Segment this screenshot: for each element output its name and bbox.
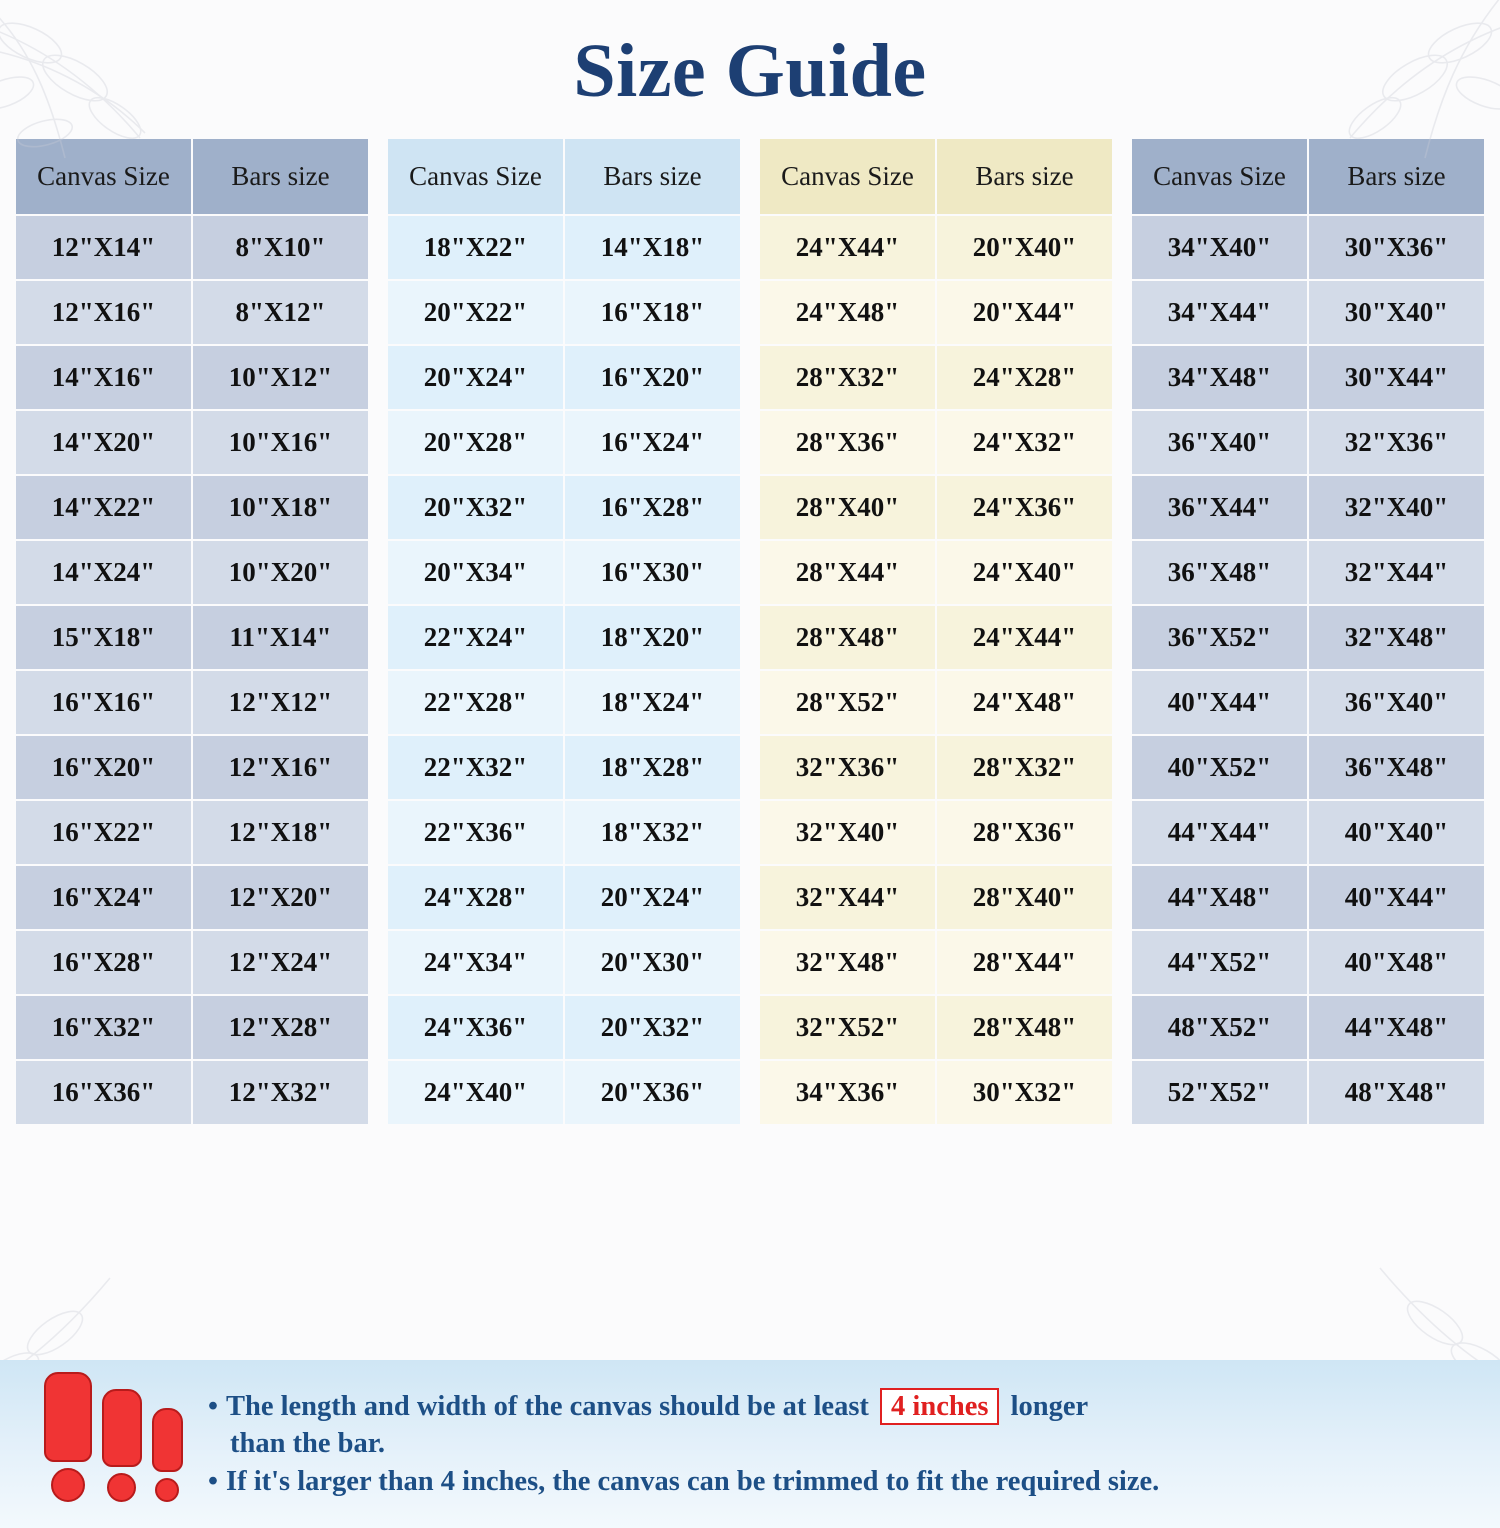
table-row [388, 736, 740, 799]
table-row [760, 1061, 1112, 1124]
cell-bars-size: 32"X48" [1309, 606, 1484, 669]
cell-canvas-size: 20"X28" [388, 411, 563, 474]
cell-canvas-size: 36"X44" [1132, 476, 1307, 539]
table-row [16, 476, 368, 539]
cell-bars-size: 8"X12" [193, 281, 368, 344]
note-1-text-part-3: than the bar. [230, 1428, 385, 1460]
table-row [16, 736, 368, 799]
cell-canvas-size: 28"X52" [760, 671, 935, 734]
cell-canvas-size: 16"X20" [16, 736, 191, 799]
table-row [1132, 346, 1484, 409]
cell-bars-size: 40"X40" [1309, 801, 1484, 864]
note-1-text-part-1: The length and width of the canvas should be at least [225, 1390, 869, 1422]
note-line-1 [208, 1388, 1476, 1463]
table-row [388, 931, 740, 994]
cell-bars-size: 28"X32" [937, 736, 1112, 799]
table-row [760, 346, 1112, 409]
table-row [1132, 996, 1484, 1059]
cell-canvas-size: 14"X16" [16, 346, 191, 409]
cell-bars-size: 24"X48" [937, 671, 1112, 734]
cell-canvas-size: 34"X40" [1132, 216, 1307, 279]
cell-canvas-size: 24"X44" [760, 216, 935, 279]
cell-bars-size: 12"X18" [193, 801, 368, 864]
cell-canvas-size: 34"X36" [760, 1061, 935, 1124]
cell-bars-size: 30"X40" [1309, 281, 1484, 344]
table-row [760, 996, 1112, 1059]
table-row [16, 216, 368, 279]
cell-bars-size: 18"X32" [565, 801, 740, 864]
size-table-group-3 [758, 137, 1114, 1126]
cell-canvas-size: 48"X52" [1132, 996, 1307, 1059]
cell-canvas-size: 40"X52" [1132, 736, 1307, 799]
table-row [388, 541, 740, 604]
cell-bars-size: 18"X28" [565, 736, 740, 799]
cell-bars-size: 36"X48" [1309, 736, 1484, 799]
cell-bars-size: 28"X48" [937, 996, 1112, 1059]
cell-bars-size: 30"X36" [1309, 216, 1484, 279]
table-header-row [760, 139, 1112, 214]
cell-canvas-size: 24"X40" [388, 1061, 563, 1124]
table-row [1132, 281, 1484, 344]
note-1-text-part-2: longer [1010, 1390, 1089, 1422]
cell-canvas-size: 34"X44" [1132, 281, 1307, 344]
table-row [760, 736, 1112, 799]
cell-bars-size: 44"X48" [1309, 996, 1484, 1059]
cell-bars-size: 30"X32" [937, 1061, 1112, 1124]
cell-canvas-size: 24"X48" [760, 281, 935, 344]
table-row [388, 476, 740, 539]
table-row [388, 281, 740, 344]
table-row [16, 346, 368, 409]
cell-canvas-size: 32"X40" [760, 801, 935, 864]
cell-canvas-size: 36"X52" [1132, 606, 1307, 669]
cell-canvas-size: 24"X36" [388, 996, 563, 1059]
cell-bars-size: 12"X12" [193, 671, 368, 734]
table-row [1132, 736, 1484, 799]
cell-bars-size: 10"X16" [193, 411, 368, 474]
table-row [16, 1061, 368, 1124]
table-row [760, 801, 1112, 864]
exclamation-icon-medium [102, 1389, 142, 1502]
table-row [388, 606, 740, 669]
cell-canvas-size: 44"X44" [1132, 801, 1307, 864]
cell-canvas-size: 16"X32" [16, 996, 191, 1059]
table-header-row [1132, 139, 1484, 214]
table-row [16, 801, 368, 864]
table-row [16, 866, 368, 929]
cell-bars-size: 32"X44" [1309, 541, 1484, 604]
note-1-highlight: 4 inches [880, 1388, 999, 1425]
cell-canvas-size: 40"X44" [1132, 671, 1307, 734]
cell-bars-size: 24"X32" [937, 411, 1112, 474]
cell-bars-size: 20"X30" [565, 931, 740, 994]
cell-bars-size: 24"X40" [937, 541, 1112, 604]
cell-canvas-size: 22"X36" [388, 801, 563, 864]
cell-bars-size: 16"X24" [565, 411, 740, 474]
table-body-group-1 [16, 216, 368, 1124]
table-row [388, 346, 740, 409]
cell-bars-size: 28"X36" [937, 801, 1112, 864]
cell-bars-size: 32"X36" [1309, 411, 1484, 474]
cell-canvas-size: 22"X32" [388, 736, 563, 799]
cell-bars-size: 24"X36" [937, 476, 1112, 539]
table-row [1132, 801, 1484, 864]
column-header-canvas-size: Canvas Size [388, 139, 563, 214]
cell-bars-size: 16"X20" [565, 346, 740, 409]
table-row [388, 216, 740, 279]
table-body-group-4 [1132, 216, 1484, 1124]
table-row [16, 931, 368, 994]
cell-canvas-size: 24"X34" [388, 931, 563, 994]
cell-canvas-size: 34"X48" [1132, 346, 1307, 409]
column-header-canvas-size: Canvas Size [16, 139, 191, 214]
cell-bars-size: 20"X24" [565, 866, 740, 929]
cell-canvas-size: 14"X22" [16, 476, 191, 539]
cell-bars-size: 18"X24" [565, 671, 740, 734]
cell-bars-size: 10"X12" [193, 346, 368, 409]
cell-bars-size: 11"X14" [193, 606, 368, 669]
table-row [1132, 671, 1484, 734]
cell-canvas-size: 12"X16" [16, 281, 191, 344]
table-row [16, 671, 368, 734]
cell-canvas-size: 52"X52" [1132, 1061, 1307, 1124]
cell-canvas-size: 12"X14" [16, 216, 191, 279]
cell-canvas-size: 16"X22" [16, 801, 191, 864]
size-table-group-1 [14, 137, 370, 1126]
cell-bars-size: 12"X32" [193, 1061, 368, 1124]
column-header-canvas-size: Canvas Size [1132, 139, 1307, 214]
table-body-group-2 [388, 216, 740, 1124]
cell-canvas-size: 16"X36" [16, 1061, 191, 1124]
table-row [388, 411, 740, 474]
cell-canvas-size: 16"X28" [16, 931, 191, 994]
cell-canvas-size: 20"X34" [388, 541, 563, 604]
page-title: Size Guide [573, 29, 927, 113]
cell-bars-size: 30"X44" [1309, 346, 1484, 409]
exclamation-icon-small [152, 1408, 183, 1502]
cell-bars-size: 10"X18" [193, 476, 368, 539]
cell-bars-size: 16"X30" [565, 541, 740, 604]
cell-bars-size: 40"X44" [1309, 866, 1484, 929]
cell-canvas-size: 28"X36" [760, 411, 935, 474]
cell-canvas-size: 14"X20" [16, 411, 191, 474]
cell-canvas-size: 44"X52" [1132, 931, 1307, 994]
cell-canvas-size: 20"X24" [388, 346, 563, 409]
cell-bars-size: 18"X20" [565, 606, 740, 669]
table-row [1132, 606, 1484, 669]
table-row [388, 1061, 740, 1124]
note-2-text: If it's larger than 4 inches, the canvas can be trimmed to fit the required size. [225, 1465, 1160, 1497]
table-row [760, 866, 1112, 929]
cell-canvas-size: 44"X48" [1132, 866, 1307, 929]
cell-canvas-size: 28"X48" [760, 606, 935, 669]
cell-canvas-size: 32"X36" [760, 736, 935, 799]
cell-bars-size: 16"X28" [565, 476, 740, 539]
cell-canvas-size: 16"X16" [16, 671, 191, 734]
size-table-group-4 [1130, 137, 1486, 1126]
size-table-group-2 [386, 137, 742, 1126]
cell-bars-size: 36"X40" [1309, 671, 1484, 734]
table-row [760, 671, 1112, 734]
cell-bars-size: 28"X40" [937, 866, 1112, 929]
table-row [1132, 216, 1484, 279]
cell-bars-size: 14"X18" [565, 216, 740, 279]
table-row [1132, 931, 1484, 994]
table-row [1132, 411, 1484, 474]
cell-canvas-size: 36"X40" [1132, 411, 1307, 474]
exclamation-marks-icon [18, 1372, 208, 1516]
table-row [388, 996, 740, 1059]
cell-bars-size: 24"X28" [937, 346, 1112, 409]
cell-canvas-size: 28"X40" [760, 476, 935, 539]
size-tables-container [0, 137, 1500, 1126]
cell-canvas-size: 32"X48" [760, 931, 935, 994]
table-row [760, 281, 1112, 344]
column-header-bars-size: Bars size [565, 139, 740, 214]
cell-bars-size: 12"X24" [193, 931, 368, 994]
cell-canvas-size: 28"X32" [760, 346, 935, 409]
note-bullet: • [208, 1390, 218, 1422]
cell-bars-size: 8"X10" [193, 216, 368, 279]
table-row [388, 866, 740, 929]
cell-bars-size: 12"X28" [193, 996, 368, 1059]
cell-bars-size: 20"X32" [565, 996, 740, 1059]
table-row [760, 476, 1112, 539]
cell-canvas-size: 20"X22" [388, 281, 563, 344]
cell-bars-size: 28"X44" [937, 931, 1112, 994]
table-body-group-3 [760, 216, 1112, 1124]
note-line-2 [208, 1463, 1476, 1501]
table-row [760, 216, 1112, 279]
notes-text [208, 1388, 1476, 1501]
table-row [760, 541, 1112, 604]
cell-bars-size: 10"X20" [193, 541, 368, 604]
table-row [760, 606, 1112, 669]
table-row [16, 606, 368, 669]
cell-canvas-size: 16"X24" [16, 866, 191, 929]
note-bullet: • [208, 1465, 218, 1497]
cell-canvas-size: 32"X44" [760, 866, 935, 929]
table-header-row [16, 139, 368, 214]
cell-canvas-size: 22"X28" [388, 671, 563, 734]
table-row [16, 541, 368, 604]
table-row [760, 931, 1112, 994]
cell-bars-size: 12"X16" [193, 736, 368, 799]
table-row [1132, 1061, 1484, 1124]
table-row [16, 996, 368, 1059]
cell-bars-size: 48"X48" [1309, 1061, 1484, 1124]
column-header-bars-size: Bars size [937, 139, 1112, 214]
cell-bars-size: 20"X40" [937, 216, 1112, 279]
cell-canvas-size: 20"X32" [388, 476, 563, 539]
cell-canvas-size: 15"X18" [16, 606, 191, 669]
table-header-row [388, 139, 740, 214]
cell-bars-size: 24"X44" [937, 606, 1112, 669]
table-row [388, 801, 740, 864]
exclamation-icon-large [44, 1372, 92, 1502]
column-header-canvas-size: Canvas Size [760, 139, 935, 214]
table-row [16, 411, 368, 474]
column-header-bars-size: Bars size [193, 139, 368, 214]
cell-bars-size: 40"X48" [1309, 931, 1484, 994]
column-header-bars-size: Bars size [1309, 139, 1484, 214]
cell-bars-size: 16"X18" [565, 281, 740, 344]
cell-bars-size: 12"X20" [193, 866, 368, 929]
table-row [16, 281, 368, 344]
cell-bars-size: 20"X36" [565, 1061, 740, 1124]
cell-canvas-size: 28"X44" [760, 541, 935, 604]
cell-canvas-size: 18"X22" [388, 216, 563, 279]
notes-banner [0, 1360, 1500, 1528]
table-row [760, 411, 1112, 474]
table-row [1132, 476, 1484, 539]
cell-canvas-size: 22"X24" [388, 606, 563, 669]
cell-bars-size: 20"X44" [937, 281, 1112, 344]
cell-canvas-size: 36"X48" [1132, 541, 1307, 604]
cell-canvas-size: 32"X52" [760, 996, 935, 1059]
table-row [1132, 866, 1484, 929]
cell-canvas-size: 14"X24" [16, 541, 191, 604]
table-row [388, 671, 740, 734]
cell-canvas-size: 24"X28" [388, 866, 563, 929]
cell-bars-size: 32"X40" [1309, 476, 1484, 539]
table-row [1132, 541, 1484, 604]
